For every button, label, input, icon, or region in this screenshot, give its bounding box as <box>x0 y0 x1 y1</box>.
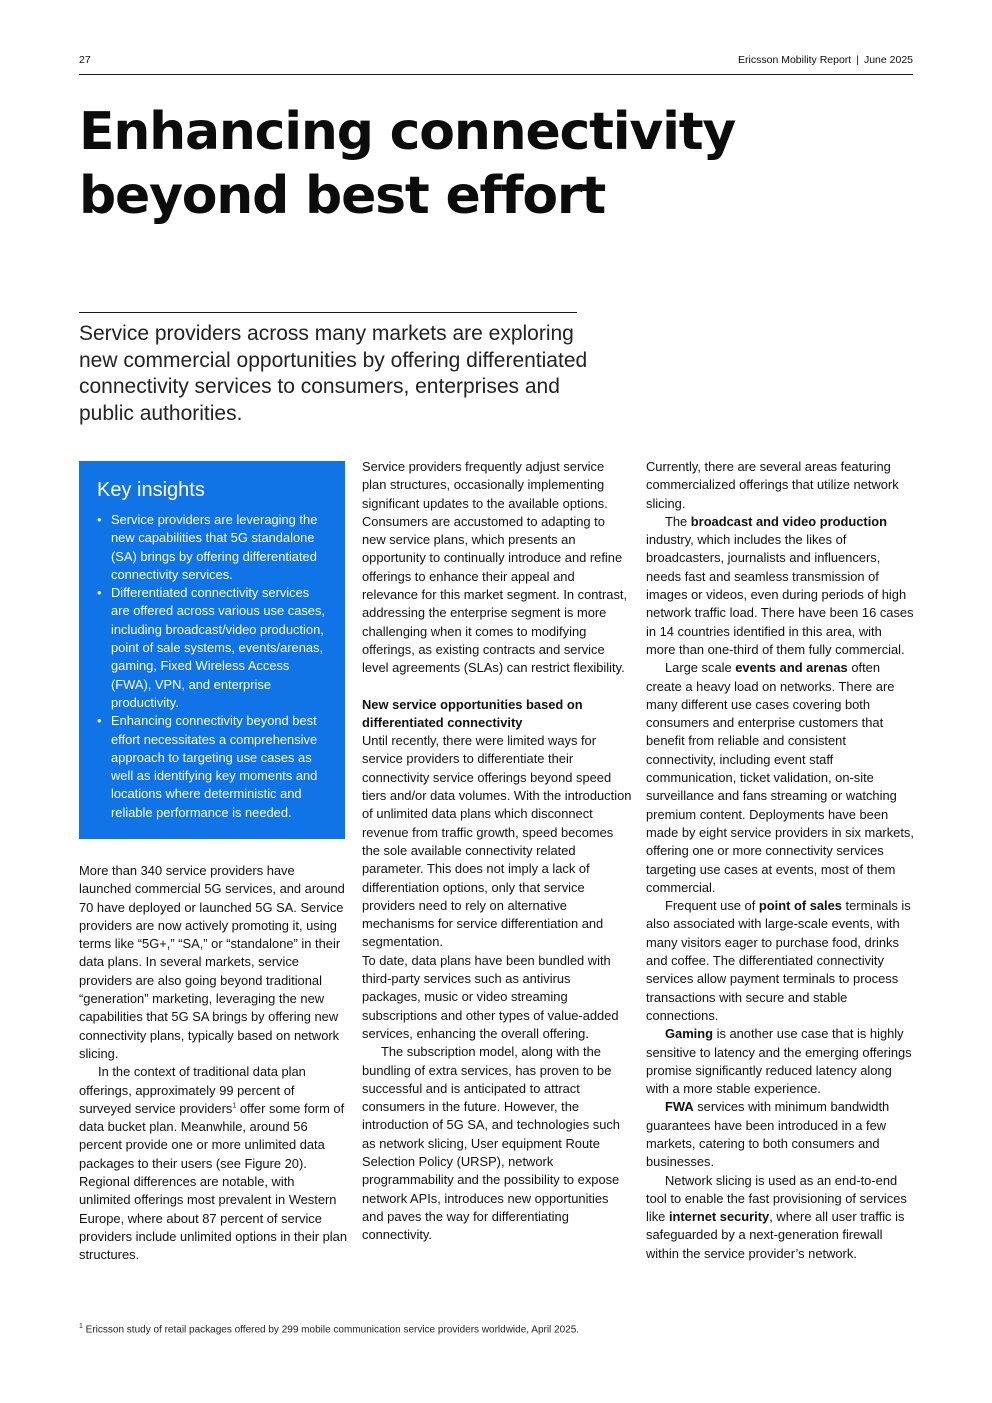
bold-term: internet security <box>668 1209 770 1225</box>
key-insight-item: • Service providers are leveraging the new capabilities that 5G standalone (SA) brings by offering differentiated connectivity services. <box>97 511 331 584</box>
broadcast-paragraph: The broadcast and video production industry, which includes the likes of broadcasters, journalists and influencers, needs fast and seamless transmission of images or videos, even during periods of high network traffic load. There have been 16 cases in 14 countries identified in this area, with more than one-third of them fully commercial. <box>646 513 914 657</box>
body-paragraph: To date, data plans have been bundled with third-party services such as antivirus packages, music or video streaming subscriptions and other types of value-added services, enhancing the overall offering. <box>362 952 619 1041</box>
header-rule <box>79 74 913 75</box>
bold-term: point of sales <box>758 898 842 914</box>
footnote: $^1$ Ericsson study of retail packages offered by 299 mobile communication service providers worldwide, April 2025. <box>79 1323 580 1336</box>
bold-term: broadcast and video production <box>690 513 888 529</box>
key-insight-item: • Differentiated connectivity services are offered across various use cases, including broadcast/video production, point of sale systems, events/arenas, gaming, Fixed Wireless Access (FWA), VPN, and enterprise productivity. <box>97 584 331 712</box>
fwa-paragraph: FWA services with minimum bandwidth guarantees have been introduced in a few markets, catering to both consumers and businesses. <box>646 1099 890 1170</box>
body-column-3 <box>646 458 914 1263</box>
lead-rule <box>79 312 577 313</box>
body-paragraph: Until recently, there were limited ways for service providers to differentiate their connectivity service offerings beyond speed tiers and/or data volumes. With the introduction of unlimited data plans which disconnect revenue from traffic growth, speed becomes the sole available connectivity related parameter. This does not imply a lack of differentiation options, only that service providers need to rely on alternative mechanisms for service differentiation and segmentation. <box>362 733 632 950</box>
pos-paragraph: Frequent use of point of sales terminals is also associated with large-scale events, with many visitors eager to purchase food, drinks and coffee. The differentiated connectivity services allow payment terminals to process transactions with secure and stable connections. <box>646 898 911 1023</box>
body-column-1 <box>79 862 349 1265</box>
bold-term: events and arenas <box>735 660 848 676</box>
bold-term: FWA <box>665 1099 694 1115</box>
report-label <box>738 54 913 66</box>
footnote-marker: 1 <box>79 1323 83 1330</box>
body-paragraph: The subscription model, along with the bundling of extra services, has proven to be successful and is anticipated to attract consumers in the future. However, the introduction of 5G SA, and technologies such as network slicing, User equipment Route Selection Policy (URSP), network programmability and the possibility to expose network APIs, introduces new opportunities and paves the way for differentiating connectivity. <box>362 1044 620 1243</box>
body-paragraph: Currently, there are several areas featuring commercialized offerings that utilize network slicing. <box>646 459 899 511</box>
footnote-ref: 1 <box>232 1102 237 1110</box>
events-paragraph: Large scale events and arenas often create a heavy load on networks. There are many different use cases covering both consumers and enterprise customers that benefit from reliable and consistent connectivity, including event staff communication, ticket validation, on-site surveillance and fans streaming or watching premium content. Deployments have been made by eight service providers in six markets, offering one or more connectivity services targeting use cases at events, most of them commercial. <box>646 660 914 895</box>
key-insights-box <box>79 461 345 839</box>
slicing-paragraph: Network slicing is used as an end-to-end tool to enable the fast provisioning of services like internet security, where all user traffic is safeguarded by a next-generation firewall within the service provider’s network. <box>646 1172 907 1261</box>
key-insights-list <box>97 511 331 822</box>
key-insight-item: • Enhancing connectivity beyond best effort necessitates a comprehensive approach to targeting use cases as well as identifying key moments and locations where deterministic and reliable performance is needed. <box>97 712 331 822</box>
body-column-2 <box>362 458 632 1244</box>
report-date: June 2025 <box>863 54 913 66</box>
page-title: Enhancing connectivity beyond best effort <box>79 102 736 226</box>
body-paragraph: More than 340 service providers have launched commercial 5G services, and around 70 have deployed or launched 5G SA. Service providers are now actively promoting it, using terms like “5G+,” “SA,” or “standalone” in their data plans. In several markets, service providers are also going beyond traditional “generation” marketing, leveraging the new capabilities that 5G SA brings by offering new connectivity plans, typically based on network slicing. <box>79 863 345 1061</box>
report-name: Ericsson Mobility Report <box>738 54 852 66</box>
lead-paragraph: Service providers across many markets are exploring new commercial opportunities by offering differentiated connectivity services to consumers, enterprises and public authorities. <box>79 322 588 425</box>
gaming-paragraph: Gaming is another use case that is highly sensitive to latency and the emerging offerings promise significantly reduced latency along with a more stable experience. <box>646 1026 912 1097</box>
bold-term: Gaming <box>665 1026 713 1042</box>
page-number: 27 <box>79 54 91 66</box>
section-heading: New service opportunities based on differentiated connectivity <box>362 696 583 730</box>
body-paragraph: In the context of traditional data plan offerings, approximately 99 percent of surveyed service providers$^1$ offer some form of data bucket plan. Meanwhile, around 56 percent provide one or more unlimited data packages to their users (see Figure 20). Regional differences are notable, with unlimited offerings most prevalent in Western Europe, where about 87 percent of service providers include unlimited options in their plan structures. <box>79 1064 347 1263</box>
key-insights-heading: Key insights <box>97 479 205 501</box>
body-paragraph: Service providers frequently adjust service plan structures, occasionally implementing significant updates to the available options. Consumers are accustomed to adapting to new service plans, which presents an opportunity to continually introduce and refine offerings to enhance their appeal and relevance for this market segment. In contrast, addressing the enterprise segment is more challenging when it comes to modifying offerings, as existing contracts and service level agreements (SLAs) can restrict flexibility. <box>362 459 628 676</box>
header-separator: | <box>856 54 859 66</box>
